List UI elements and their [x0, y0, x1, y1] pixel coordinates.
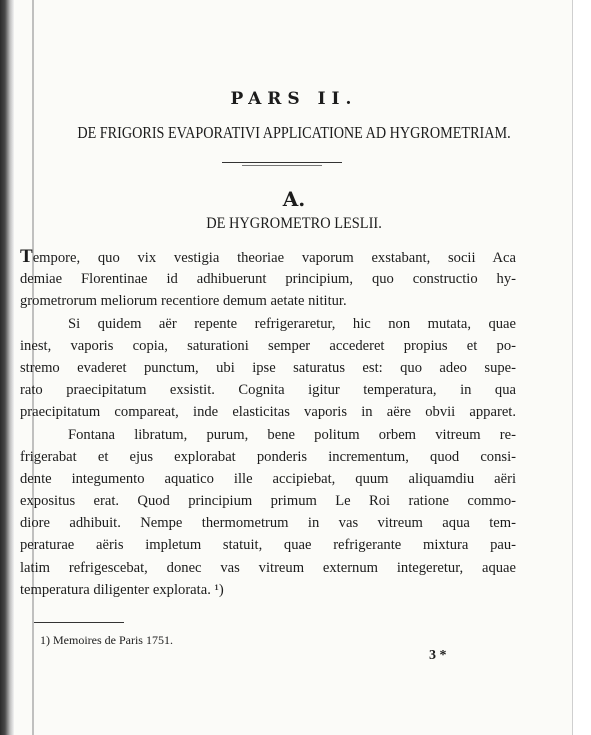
title-rule [222, 162, 342, 163]
body-text [20, 246, 516, 601]
text-line: rato praecipitatum exsistit. Cognita igitur temperatura, in qua [20, 382, 516, 399]
page-number: 3 * [429, 648, 447, 663]
section-title: DE HYGROMETRO LESLII. [206, 215, 382, 232]
text-line: inest, vaporis copia, saturationi semper accederet propius et po- [20, 337, 516, 354]
book-page [14, 0, 582, 735]
part-title: PARS II. [230, 89, 358, 109]
page-gutter-shadow [0, 0, 14, 735]
text-line-content: empore, quo vix vestigia theoriae vaporum exstabant, socii Aca [32, 250, 516, 266]
section-letter: A. [282, 187, 306, 211]
text-line [20, 246, 516, 268]
text-line: praecipitatum compareat, inde elasticitas vaporis in aëre obvii apparet. [20, 404, 516, 421]
text-line: diore adhibuit. Nempe thermometrum in vas vitreum aqua tem- [20, 515, 516, 532]
text-line: Fontana libratum, purum, bene politum orbem vitreum re- [68, 426, 516, 443]
title-rule-secondary [242, 165, 322, 166]
text-line: demiae Florentinae id adhibuerunt principium, quo constructio hy- [20, 271, 516, 288]
dropcap: T [20, 246, 33, 267]
text-line: expositus erat. Quod principium primum Le Roi ratione commo- [20, 493, 516, 510]
text-line: dente integumento aquatico ille accipiebat, quum aliquamdiu aëri [20, 470, 516, 487]
text-line: temperatura diligenter explorata. ¹) [20, 581, 224, 598]
page-right-edge [572, 0, 582, 735]
text-line: latim refrigescebat, donec vas vitreum externum integeretur, aquae [20, 559, 516, 576]
text-line: peraturae aëris impletum statuit, quae refrigerante mixtura pau- [20, 537, 516, 554]
part-subtitle: DE FRIGORIS EVAPORATIVI APPLICATIONE AD HYGROMETRIAM. [77, 123, 511, 142]
text-line: Si quidem aër repente refrigeraretur, hic non mutata, quae [68, 315, 516, 332]
footnote: 1) Memoires de Paris 1751. [40, 633, 173, 647]
footnote-rule [34, 622, 124, 623]
text-line: grometrorum meliorum recentiore demum aetate nititur. [20, 293, 347, 310]
text-line: stremo evaderet punctum, ubi ipse saturatus est: quo adeo supe- [20, 359, 516, 376]
text-line: frigerabat et ejus explorabat ponderis incrementum, quod consi- [20, 448, 516, 465]
